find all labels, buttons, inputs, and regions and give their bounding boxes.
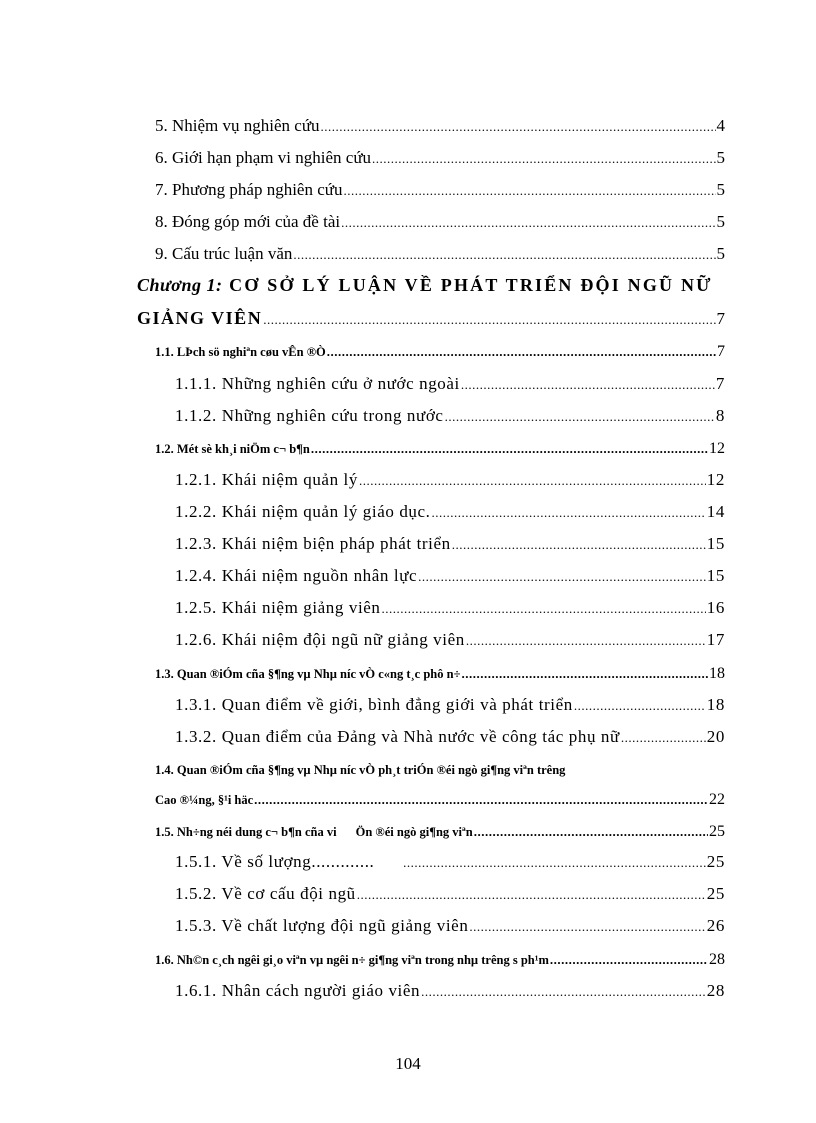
toc-entry-page: 28 bbox=[706, 981, 725, 1000]
toc-entry-label: 1.2.4. Khái niệm nguồn nhân lực bbox=[175, 566, 418, 585]
toc-subsection-1-1-1[interactable] bbox=[175, 373, 725, 396]
toc-entry-page: 20 bbox=[706, 727, 725, 746]
toc-section-1-1[interactable] bbox=[155, 341, 725, 363]
toc-entry-label: 1.5.2. Về cơ cấu đội ngũ bbox=[175, 884, 356, 903]
toc-subsection-1-3-2[interactable] bbox=[175, 726, 725, 749]
toc-entry-label: 7. Phương pháp nghiên cứu bbox=[155, 180, 343, 199]
dot-leader bbox=[550, 949, 708, 971]
toc-entry-label: 1.2.2. Khái niệm quản lý giáo dục. bbox=[175, 502, 431, 521]
toc-entry-page: 17 bbox=[706, 630, 725, 649]
dot-leader bbox=[341, 212, 715, 234]
toc-entry-page: 14 bbox=[706, 502, 725, 521]
dot-leader bbox=[359, 470, 706, 492]
dot-leader bbox=[403, 852, 706, 874]
dot-leader bbox=[474, 821, 708, 843]
toc-entry-page: 7 bbox=[717, 343, 725, 360]
toc-entry-page: 7 bbox=[715, 374, 725, 393]
toc-entry-label: 1.4. Quan ®iÓm cña §¶ng vµ Nhµ níc vÒ ph¸t triÓn ®éi ngò gi¶ng viªn trêng bbox=[155, 763, 566, 777]
toc-entry-page: 5 bbox=[716, 148, 725, 167]
dot-leader bbox=[452, 534, 706, 556]
dot-leader bbox=[421, 981, 706, 1003]
toc-entry-page: 15 bbox=[706, 534, 725, 553]
toc-entry-label: 1.3.2. Quan điểm của Đảng và Nhà nước về công tác phụ nữ bbox=[175, 727, 620, 746]
toc-entry-page: 26 bbox=[706, 916, 725, 935]
toc-entry-page: 25 bbox=[706, 852, 725, 871]
toc-entry-page: 12 bbox=[706, 470, 725, 489]
toc-subsection-1-2-3[interactable] bbox=[175, 533, 725, 556]
toc-entry-page: 4 bbox=[716, 116, 725, 135]
dot-leader bbox=[469, 916, 705, 938]
toc-subsection-1-5-1[interactable] bbox=[175, 851, 725, 874]
toc-entry-label: 1.2.3. Khái niệm biện pháp phát triển bbox=[175, 534, 451, 553]
dot-leader bbox=[445, 406, 715, 428]
toc-entry-label: 1.3. Quan ®iÓm cña §¶ng vµ Nhµ níc vÒ c«ng t¸c phô n÷ bbox=[155, 667, 461, 681]
chapter-title-row[interactable] bbox=[137, 307, 725, 331]
dot-leader bbox=[432, 502, 706, 524]
toc-entry-page: 5 bbox=[716, 180, 725, 199]
toc-entry-5[interactable] bbox=[155, 115, 725, 138]
chapter-prefix: Chương 1: bbox=[137, 275, 223, 295]
dot-leader bbox=[621, 727, 706, 749]
toc-entry-page: 22 bbox=[709, 791, 725, 808]
toc-subsection-1-2-2[interactable] bbox=[175, 501, 725, 524]
toc-entry-label: 1.6.1. Nhân cách người giáo viên bbox=[175, 981, 421, 1000]
toc-entry-page: 16 bbox=[706, 598, 725, 617]
toc-entry-page: 8 bbox=[715, 406, 725, 425]
dot-leader bbox=[418, 566, 706, 588]
chapter-title-line2: GIẢNG VIÊN bbox=[137, 308, 263, 328]
dot-leader bbox=[357, 884, 706, 906]
dot-leader bbox=[321, 116, 716, 138]
toc-entry-label: 1.1.1. Những nghiên cứu ở nước ngoài bbox=[175, 374, 460, 393]
toc-entry-page: 18 bbox=[706, 695, 725, 714]
dot-leader bbox=[461, 374, 715, 396]
page-number: 104 bbox=[395, 1054, 421, 1073]
toc-entry-9[interactable] bbox=[155, 243, 725, 266]
toc-section-1-4[interactable] bbox=[155, 759, 725, 781]
toc-subsection-1-2-5[interactable] bbox=[175, 597, 725, 620]
dot-leader bbox=[466, 630, 706, 652]
toc-section-1-6[interactable] bbox=[155, 949, 725, 971]
toc-entry-label: 5. Nhiệm vụ nghiên cứu bbox=[155, 116, 320, 135]
toc-subsection-1-6-1[interactable] bbox=[175, 980, 725, 1003]
toc-entry-label: 1.2.6. Khái niệm đội ngũ nữ giảng viên bbox=[175, 630, 465, 649]
dot-leader bbox=[574, 695, 706, 717]
toc-subsection-1-1-2[interactable] bbox=[175, 405, 725, 428]
chapter-heading[interactable] bbox=[137, 275, 713, 296]
dot-leader bbox=[311, 438, 708, 460]
toc-entry-label: Cao ®¼ng, §¹i häc bbox=[155, 793, 254, 807]
toc-entry-label: 1.5.3. Về chất lượng đội ngũ giảng viên bbox=[175, 916, 469, 935]
toc-entry-label: 1.3.1. Quan điểm về giới, bình đẳng giới và phát triển bbox=[175, 695, 573, 714]
toc-subsection-1-2-4[interactable] bbox=[175, 565, 725, 588]
toc-entry-label-tail: Ön ®éi ngò gi¶ng viªn bbox=[355, 825, 473, 839]
toc-subsection-1-5-2[interactable] bbox=[175, 883, 725, 906]
dot-leader bbox=[263, 309, 715, 331]
toc-entry-label: 6. Giới hạn phạm vi nghiên cứu bbox=[155, 148, 372, 167]
toc-section-1-3[interactable] bbox=[155, 663, 725, 685]
toc-subsection-1-3-1[interactable] bbox=[175, 694, 725, 717]
toc-section-1-4-cont[interactable] bbox=[155, 789, 725, 811]
dot-leader bbox=[372, 148, 715, 170]
toc-entry-label: 1.2.5. Khái niệm giảng viên bbox=[175, 598, 381, 617]
toc-entry-page: 5 bbox=[716, 212, 725, 231]
toc-entry-label: 1.1. LÞch sö nghiªn cøu vÊn ®Ò bbox=[155, 345, 326, 359]
dot-leader bbox=[254, 789, 708, 811]
toc-entry-label: 1.2.1. Khái niệm quản lý bbox=[175, 470, 358, 489]
toc-entry-label: 1.6. Nh©n c¸ch ngêi gi¸o viªn vµ ngêi n÷ gi¶ng viªn trong nhµ trêng s ph¹m bbox=[155, 953, 549, 967]
toc-entry-label: 9. Cấu trúc luận văn bbox=[155, 244, 293, 263]
toc-entry-page: 25 bbox=[706, 884, 725, 903]
toc-subsection-1-2-1[interactable] bbox=[175, 469, 725, 492]
toc-entry-page: 28 bbox=[709, 951, 725, 968]
toc-entry-page: 12 bbox=[709, 440, 725, 457]
dot-leader bbox=[461, 663, 708, 685]
toc-entry-8[interactable] bbox=[155, 211, 725, 234]
toc-entry-page: 18 bbox=[709, 665, 725, 682]
toc-section-1-2[interactable] bbox=[155, 438, 725, 460]
toc-entry-label: 1.5. Nh÷ng néi dung c¬ b¶n cña vi bbox=[155, 825, 337, 839]
dot-leader bbox=[382, 598, 706, 620]
toc-entry-label: 1.2. Mét sè kh¸i niÖm c¬ b¶n bbox=[155, 442, 310, 456]
toc-subsection-1-2-6[interactable] bbox=[175, 629, 725, 652]
toc-entry-page: 25 bbox=[709, 823, 725, 840]
dot-leader bbox=[327, 341, 716, 363]
dot-leader bbox=[343, 180, 715, 202]
dot-leader bbox=[293, 244, 715, 266]
toc-entry-label: 8. Đóng góp mới của đề tài bbox=[155, 212, 341, 231]
toc-entry-page: 5 bbox=[716, 244, 725, 263]
toc-subsection-1-5-3[interactable] bbox=[175, 915, 725, 938]
toc-entry-label: 1.5.1. Về số lượng............. bbox=[175, 852, 375, 871]
toc-entry-page: 7 bbox=[716, 309, 725, 328]
toc-entry-page: 15 bbox=[706, 566, 725, 585]
chapter-title-line1: CƠ SỞ LÝ LUẬN VỀ PHÁT TRIỂN ĐỘI NGŨ NỮ bbox=[229, 275, 713, 295]
toc-entry-7[interactable] bbox=[155, 179, 725, 202]
toc-entry-label: 1.1.2. Những nghiên cứu trong nước bbox=[175, 406, 444, 425]
toc-entry-6[interactable] bbox=[155, 147, 725, 170]
toc-section-1-5[interactable] bbox=[155, 821, 725, 843]
